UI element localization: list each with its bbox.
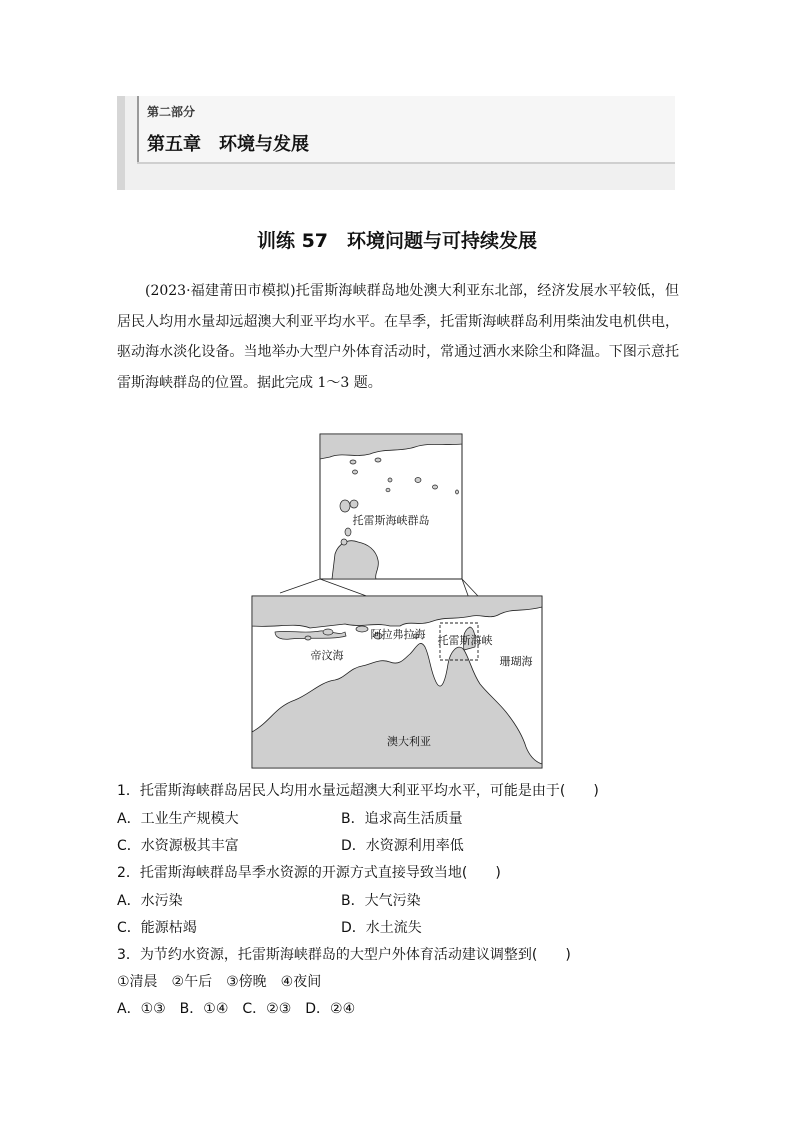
label-timor-sea: 帝汶海 <box>310 649 344 662</box>
question-2-stem: 2．托雷斯海峡群岛旱季水资源的开源方式直接导致当地( ) <box>117 865 501 881</box>
label-australia: 澳大利亚 <box>387 735 431 748</box>
part-label: 第二部分 <box>147 105 196 119</box>
label-torres-strait: 托雷斯海峡 <box>437 634 493 647</box>
question-1-stem: 1．托雷斯海峡群岛居民人均用水量远超澳大利亚平均水平，可能是由于( ) <box>117 783 599 799</box>
question-1-option-d: D．水资源利用率低 <box>341 838 464 854</box>
question-3-stem: 3．为节约水资源，托雷斯海峡群岛的大型户外体育活动建议调整到( ) <box>117 947 571 963</box>
question-1-option-c: C．水资源极其丰富 <box>117 838 239 854</box>
question-2-option-c: C．能源枯竭 <box>117 920 197 936</box>
intro-paragraph: (2023·福建莆田市模拟)托雷斯海峡群岛地处澳大利亚东北部，经济发展水平较低，但居民人均用水量却远超澳大利亚平均水平。在旱季，托雷斯海峡群岛利用柴油发电机供电，驱动海水淡化设备。当地举办大型户外体育活动时，常通过洒水来除尘和降温。下图示意托雷斯海峡群岛的位置。据此完成 1～3 题。 <box>117 283 679 391</box>
chapter-title: 第五章 环境与发展 <box>147 134 309 155</box>
question-1-option-a: A．工业生产规模大 <box>117 811 239 827</box>
question-3-choices: ①清晨 ②午后 ③傍晚 ④夜间 <box>117 974 322 990</box>
header-divider <box>137 96 139 162</box>
header-left-strip <box>117 96 125 190</box>
label-coral-sea: 珊瑚海 <box>499 655 533 668</box>
main-map <box>252 596 542 768</box>
question-2-option-b: B．大气污染 <box>341 893 421 909</box>
question-1-option-b: B．追求高生活质量 <box>341 811 463 827</box>
chapter-header <box>117 96 675 190</box>
inset-map <box>320 434 462 579</box>
question-3-options: A．①③ B．①④ C．②③ D．②④ <box>117 1001 356 1017</box>
torres-strait-map <box>250 432 545 770</box>
page-title: 训练 57 环境问题与可持续发展 <box>256 230 538 252</box>
question-2-option-a: A．水污染 <box>117 893 183 909</box>
question-2-option-d: D．水土流失 <box>341 920 422 936</box>
inset-label: 托雷斯海峡群岛 <box>352 514 430 527</box>
label-arafura-sea: 阿拉弗拉海 <box>370 628 426 641</box>
